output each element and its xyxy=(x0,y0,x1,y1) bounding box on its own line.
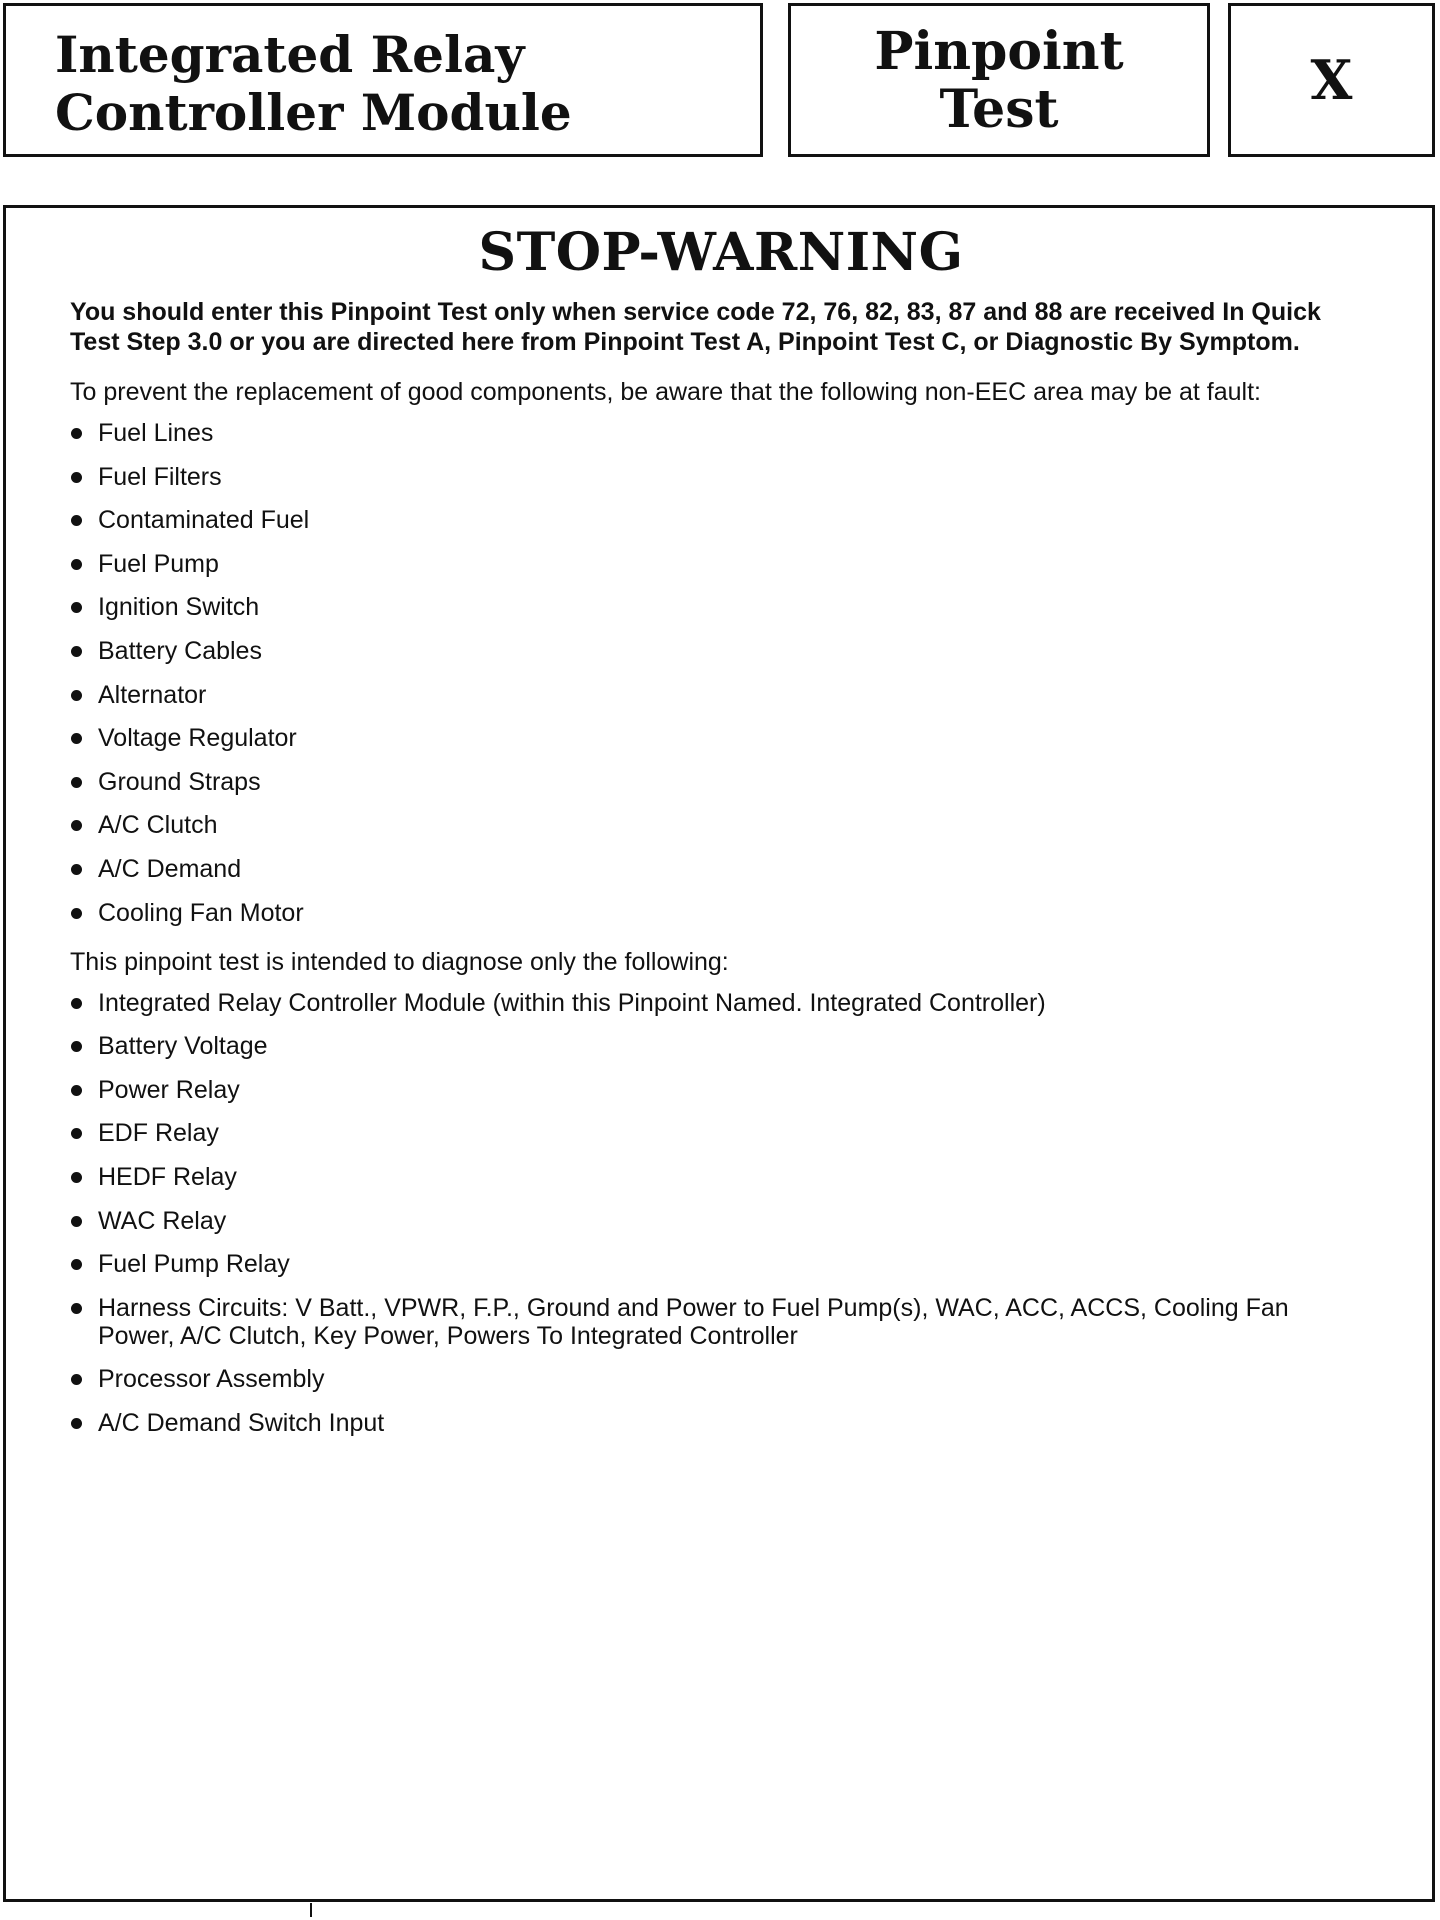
warning-heading: STOP-WARNING xyxy=(478,222,964,283)
list-item-text: Harness Circuits: V Batt., VPWR, F.P., Ground and Power to Fuel Pump(s), WAC, ACC, ACCS, Cooling Fan Power, A/C Clutch, Key Power, Powers To Integrated Controller xyxy=(98,1293,1289,1350)
bullet-icon xyxy=(71,1418,82,1429)
list-item xyxy=(70,1076,1372,1104)
bullet-icon xyxy=(71,472,82,483)
bullet-icon xyxy=(71,1216,82,1227)
list-item xyxy=(70,463,1372,491)
list-item-text: EDF Relay xyxy=(98,1119,219,1148)
bullet-icon xyxy=(71,428,82,439)
bullet-icon xyxy=(71,820,82,831)
list-item xyxy=(70,1250,1372,1278)
test-letter: X xyxy=(1310,48,1353,112)
module-title-box xyxy=(3,3,763,157)
warning-text: You should enter this Pinpoint Test only when service code 72, 76, 82, 83, 87 and 88 are received In Quick Test Step 3.0 or you are directed here from Pinpoint Test A, Pinpoint Test C, or Diagnostic By Symptom. xyxy=(70,298,1321,356)
diagnose-intro: This pinpoint test is intended to diagnose only the following: xyxy=(70,947,729,976)
bullet-icon xyxy=(71,1041,82,1052)
list-item-text: Contaminated Fuel xyxy=(98,506,310,535)
bullet-icon xyxy=(71,559,82,570)
list-item xyxy=(70,419,1372,447)
list-item-text: Battery Voltage xyxy=(98,1032,268,1061)
list-item xyxy=(70,1163,1372,1191)
bullet-icon xyxy=(71,1085,82,1096)
list-item xyxy=(70,593,1372,621)
list-item xyxy=(70,681,1372,709)
list-item xyxy=(70,855,1372,883)
test-type-box xyxy=(788,3,1210,157)
non-eec-intro: To prevent the replacement of good components, be aware that the following non-EEC area may be at fault: xyxy=(70,378,1261,406)
list-item xyxy=(70,899,1372,927)
list-item-text: Power Relay xyxy=(98,1075,240,1104)
bullet-icon xyxy=(71,864,82,875)
bullet-icon xyxy=(71,908,82,919)
list-item-text: Voltage Regulator xyxy=(98,724,297,753)
list-item-text: Fuel Filters xyxy=(98,462,222,491)
list-item-text: WAC Relay xyxy=(98,1206,227,1235)
list-item-text: Fuel Lines xyxy=(98,419,214,447)
bullet-icon xyxy=(71,998,82,1009)
list-item-text: Integrated Relay Controller Module (within this Pinpoint Named. Integrated Controller) xyxy=(98,988,1046,1017)
list-item-text: Ground Straps xyxy=(98,767,261,796)
list-item xyxy=(70,1119,1372,1147)
list-item-text: Ignition Switch xyxy=(98,593,260,622)
list-item-text: Processor Assembly xyxy=(98,1365,325,1394)
stop-warning-panel xyxy=(3,205,1435,1902)
test-type-line2: Test xyxy=(939,79,1059,140)
bullet-icon xyxy=(71,777,82,788)
bullet-icon xyxy=(71,733,82,744)
list-item-text: Fuel Pump Relay xyxy=(98,1250,290,1279)
list-item xyxy=(70,637,1372,665)
list-item xyxy=(70,768,1372,796)
bullet-icon xyxy=(71,646,82,657)
list-item xyxy=(70,811,1372,839)
list-item xyxy=(70,724,1372,752)
bullet-icon xyxy=(71,1172,82,1183)
list-item-text: HEDF Relay xyxy=(98,1162,237,1191)
bullet-icon xyxy=(71,1303,82,1314)
module-title-line2: Controller Module xyxy=(55,83,572,142)
bullet-icon xyxy=(71,1128,82,1139)
bullet-icon xyxy=(71,515,82,526)
bullet-icon xyxy=(71,602,82,613)
list-item-text: Cooling Fan Motor xyxy=(98,898,304,927)
list-item-text: A/C Demand xyxy=(98,854,242,883)
page-edge-mark xyxy=(310,1903,312,1917)
bullet-icon xyxy=(71,1259,82,1270)
list-item xyxy=(70,1207,1372,1235)
module-title-line1: Integrated Relay xyxy=(55,25,525,84)
list-item xyxy=(70,1365,1372,1393)
list-item-text: A/C Clutch xyxy=(98,811,218,840)
non-eec-list xyxy=(70,419,1372,927)
list-item-text: A/C Demand Switch Input xyxy=(98,1408,385,1437)
list-item xyxy=(70,989,1372,1017)
list-item xyxy=(70,1294,1372,1350)
list-item xyxy=(70,550,1372,578)
bullet-icon xyxy=(71,1374,82,1385)
test-letter-box xyxy=(1228,3,1435,157)
list-item xyxy=(70,1032,1372,1060)
list-item-text: Battery Cables xyxy=(98,636,262,665)
test-type-line1: Pinpoint xyxy=(874,21,1124,82)
diagnose-list xyxy=(70,989,1372,1437)
list-item xyxy=(70,1409,1372,1437)
list-item xyxy=(70,506,1372,534)
list-item-text: Fuel Pump xyxy=(98,549,219,578)
bullet-icon xyxy=(71,690,82,701)
list-item-text: Alternator xyxy=(98,680,207,709)
